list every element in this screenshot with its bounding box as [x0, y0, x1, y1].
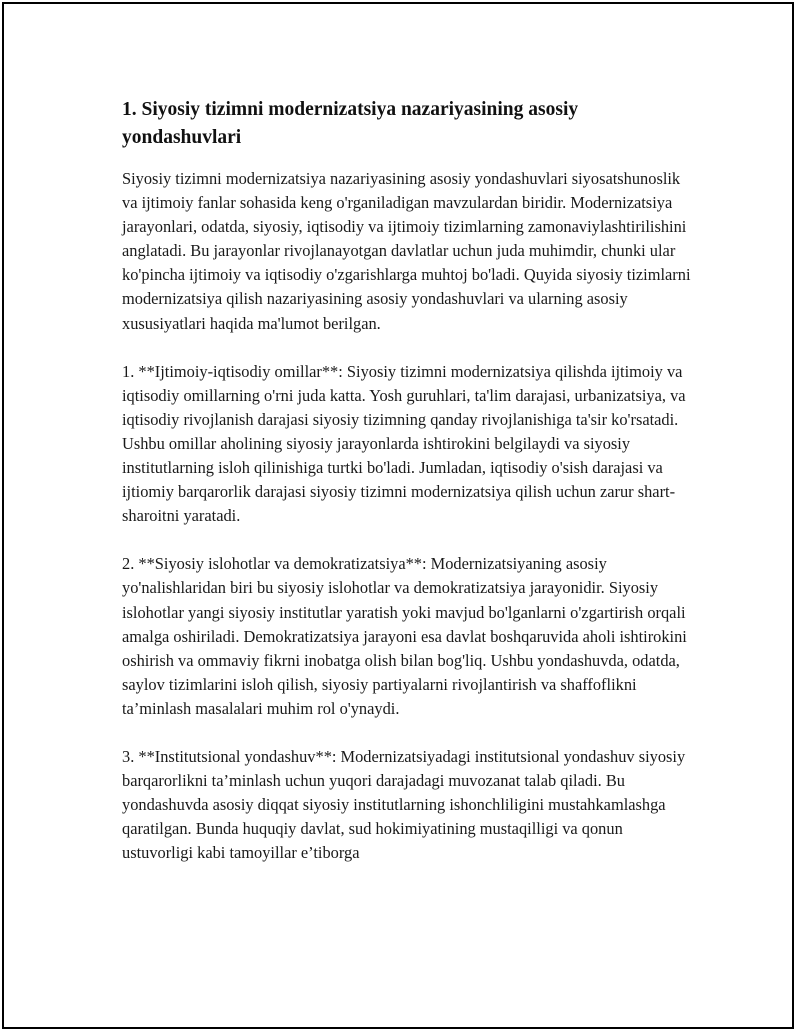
- document-body: [122, 96, 692, 889]
- paragraph-institutional-approach: 3. **Institutsional yondashuv**: Modernizatsiyadagi institutsional yondashuv siyosiy barqarorlikni ta’minlash uchun yuqori darajadagi muvozanat talab qiladi. Bu yondashuvda asosiy diqqat siyosiy institutlarning ishonchliligini mustahkamlashga qaratilgan. Bunda huquqiy davlat, sud hokimiyatining mustaqilligi va qonun ustuvorligi kabi tamoyillar e’tiborga: [122, 746, 686, 863]
- section-heading: 1. Siyosiy tizimni modernizatsiya nazariyasining asosiy yondashuvlari: [122, 99, 579, 148]
- intro-paragraph: Siyosiy tizimni modernizatsiya nazariyasining asosiy yondashuvlari siyosatshunoslik va ijtimoiy fanlar sohasida keng o'rganiladigan mavzulardan biridir. Modernizatsiya jarayonlari, odatda, siyosiy, iqtisodiy va ijtimoiy tizimlarning zamonaviylashtirilishini anglatadi. Bu jarayonlar rivojlanayotgan davlatlar uchun juda muhimdir, chunki ular ko'pincha ijtimoiy va iqtisodiy o'zgarishlarga muhtoj bo'ladi. Quyida siyosiy tizimlarni modernizatsiya qilish nazariyasining asosiy yondashuvlari va ularning asosiy xususiyatlari haqida ma'lumot berilgan.: [122, 169, 691, 333]
- paragraph-political-reforms: 2. **Siyosiy islohotlar va demokratizatsiya**: Modernizatsiyaning asosiy yo'nalishlaridan biri bu siyosiy islohotlar va demokratizatsiya jarayonidir. Siyosiy islohotlar yangi siyosiy institutlar yaratish yoki mavjud bo'lganlarni o'zgartirish orqali amalga oshiriladi. Demokratizatsiya jarayoni esa davlat boshqaruvida aholi ishtirokini oshirish va ommaviy fikrni inobatga olish bilan bog'liq. Ushbu yondashuvda, odatda, saylov tizimlarini isloh qilish, siyosiy partiyalarni rivojlantirish va shaffoflikni ta’minlash masalalari muhim rol o'ynaydi.: [122, 554, 687, 718]
- paragraph-socio-economic-factors: 1. **Ijtimoiy-iqtisodiy omillar**: Siyosiy tizimni modernizatsiya qilishda ijtimoiy va iqtisodiy omillarning o'rni juda katta. Yosh guruhlari, ta'lim darajasi, urbanizatsiya, va iqtisodiy rivojlanish darajasi siyosiy tizimning qanday rivojlanishiga ta'sir ko'rsatadi. Ushbu omillar aholining siyosiy jarayonlarda ishtirokini belgilaydi va siyosiy institutlarning isloh qilinishiga turtki bo'ladi. Jumladan, iqtisodiy o'sish darajasi va ijtiomiy barqarorlik darajasi siyosiy tizimni modernizatsiya qilish uchun zarur shart-sharoitni yaratadi.: [122, 361, 686, 526]
- page-frame: [2, 2, 794, 1029]
